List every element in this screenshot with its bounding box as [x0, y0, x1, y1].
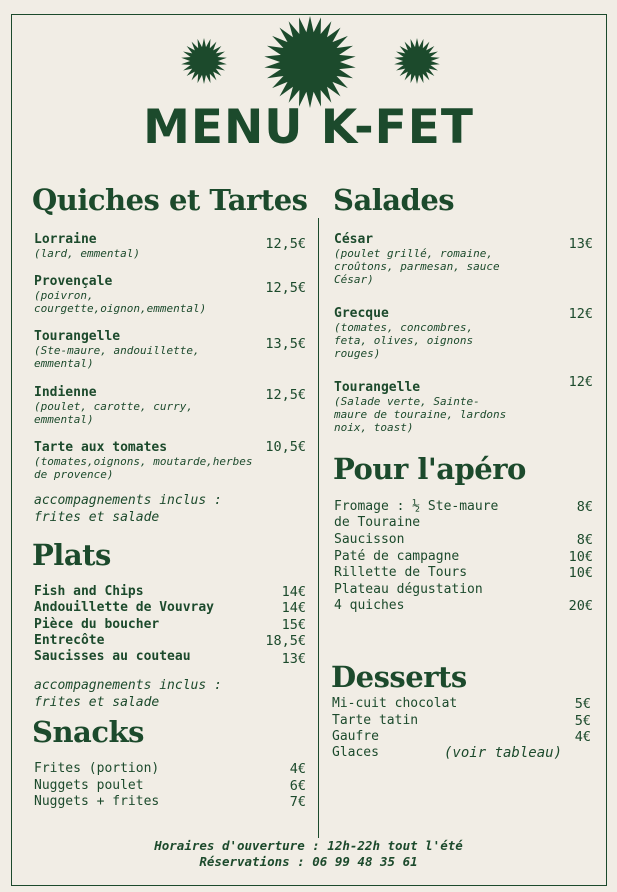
item-price: 12,5€ [265, 387, 306, 403]
menu-title: MENU K-FET [143, 100, 474, 155]
item-price: 5€ [574, 713, 591, 729]
item-description: César) [334, 273, 374, 286]
item-price: 6€ [289, 778, 306, 794]
note-line: accompagnements inclus : [34, 678, 222, 693]
item-description: maure de touraine, lardons [334, 408, 507, 421]
note-line: frites et salade [34, 695, 160, 710]
item-name: Tarte aux tomates [34, 440, 168, 455]
item-price: 14€ [281, 600, 306, 616]
item-price: 20€ [568, 598, 593, 614]
item-price: 8€ [576, 532, 593, 548]
section-title-salades: Salades [333, 183, 455, 217]
item-price: 15€ [281, 617, 306, 633]
column-divider [318, 218, 319, 838]
section-title-snacks: Snacks [32, 715, 144, 749]
section-title-plats: Plats [32, 538, 111, 572]
menu-item-tarte-tatin: Tarte tatin [332, 713, 419, 728]
item-price: 4€ [289, 761, 306, 777]
menu-item-fish-chips: Fish and Chips [34, 584, 144, 599]
item-description: (poulet, carotte, curry, [34, 400, 193, 413]
item-price: 12€ [568, 306, 593, 322]
item-description: (poulet grillé, romaine, [334, 247, 493, 260]
menu-item-frites: Frites (portion) [34, 761, 160, 776]
item-description: noix, toast) [334, 421, 414, 434]
item-price: 13,5€ [265, 336, 306, 352]
section-title-desserts: Desserts [331, 660, 467, 694]
item-description: (tomates,oignons, moutarde,herbes [34, 455, 253, 468]
item-name: Provençale [34, 274, 113, 289]
item-name: Lorraine [34, 232, 97, 247]
item-price: 5€ [574, 696, 591, 712]
item-description: emmental) [34, 413, 94, 426]
menu-item-plateau-cont: 4 quiches [334, 598, 405, 613]
menu-item-plateau: Plateau dégustation [334, 582, 483, 597]
menu-item-lorraine [34, 232, 140, 260]
item-description: emmental) [34, 357, 94, 370]
item-description: (poivron, [34, 289, 94, 302]
small-sun-right-icon [394, 38, 440, 84]
item-price: 12€ [568, 374, 593, 390]
menu-item-grecque [334, 306, 473, 360]
opening-hours: Horaires d'ouverture : 12h-22h tout l'été [154, 838, 463, 853]
menu-item-tarte-tomates [34, 440, 253, 481]
item-description: rouges) [334, 347, 381, 360]
section-title-apero: Pour l'apéro [333, 452, 526, 486]
menu-item-cesar [334, 232, 500, 286]
large-sun-icon [264, 16, 356, 108]
menu-item-glaces: Glaces [332, 745, 379, 760]
menu-item-andouillette: Andouillette de Vouvray [34, 600, 215, 615]
item-description: (lard, emmental) [34, 247, 140, 260]
item-name: César [334, 232, 374, 247]
menu-item-mi-cuit: Mi-cuit chocolat [332, 696, 458, 711]
menu-item-nuggets-frites: Nuggets + frites [34, 794, 160, 809]
item-price: 14€ [281, 584, 306, 600]
menu-item-indienne [34, 385, 193, 426]
item-name: Tourangelle [334, 380, 421, 395]
item-description: (Salade verte, Sainte- [334, 395, 480, 408]
menu-item-rillette: Rillette de Tours [334, 565, 468, 580]
note-line: frites et salade [34, 510, 160, 525]
menu-item-pate: Paté de campagne [334, 549, 460, 564]
item-price: 8€ [576, 499, 593, 515]
menu-item-tourangelle-quiche [34, 329, 200, 370]
item-price: 7€ [289, 794, 306, 810]
menu-item-nuggets: Nuggets poulet [34, 778, 144, 793]
side-dishes-note [34, 492, 222, 526]
menu-item-provencale [34, 274, 206, 315]
item-price: 10€ [568, 565, 593, 581]
menu-item-gaufre: Gaufre [332, 729, 379, 744]
small-sun-left-icon [181, 38, 227, 84]
item-name: Grecque [334, 306, 389, 321]
menu-item-entrecote: Entrecôte [34, 633, 105, 648]
side-dishes-note [34, 677, 222, 711]
item-price: 10,5€ [265, 439, 306, 455]
item-price: 4€ [574, 729, 591, 745]
item-description: croûtons, parmesan, sauce [334, 260, 500, 273]
item-name: Tourangelle [34, 329, 121, 344]
note-line: accompagnements inclus : [34, 493, 222, 508]
menu-item-fromage: Fromage : ½ Ste-maure [334, 499, 499, 514]
menu-item-saucisses: Saucisses au couteau [34, 649, 191, 664]
item-description: (Ste-maure, andouillette, [34, 344, 200, 357]
glaces-note: (voir tableau) [444, 745, 563, 761]
item-price: 12,5€ [265, 280, 306, 296]
reservations-phone: Réservations : 06 99 48 35 61 [199, 854, 418, 869]
menu-item-saucisson: Saucisson [334, 532, 405, 547]
item-name: Indienne [34, 385, 97, 400]
item-description: feta, olives, oignons [334, 334, 474, 347]
menu-item-tourangelle-salade [334, 380, 506, 434]
item-price: 13€ [568, 236, 593, 252]
menu-item-piece-boucher: Pièce du boucher [34, 617, 160, 632]
section-title-quiches: Quiches et Tartes [32, 183, 308, 217]
item-price: 10€ [568, 549, 593, 565]
item-price: 12,5€ [265, 236, 306, 252]
item-description: (tomates, concombres, [334, 321, 474, 334]
menu-item-fromage-cont: de Touraine [334, 515, 421, 530]
item-description: courgette,oignon,emmental) [34, 302, 207, 315]
item-price: 18,5€ [265, 633, 306, 649]
item-price: 13€ [281, 651, 306, 667]
item-description: de provence) [34, 468, 114, 481]
